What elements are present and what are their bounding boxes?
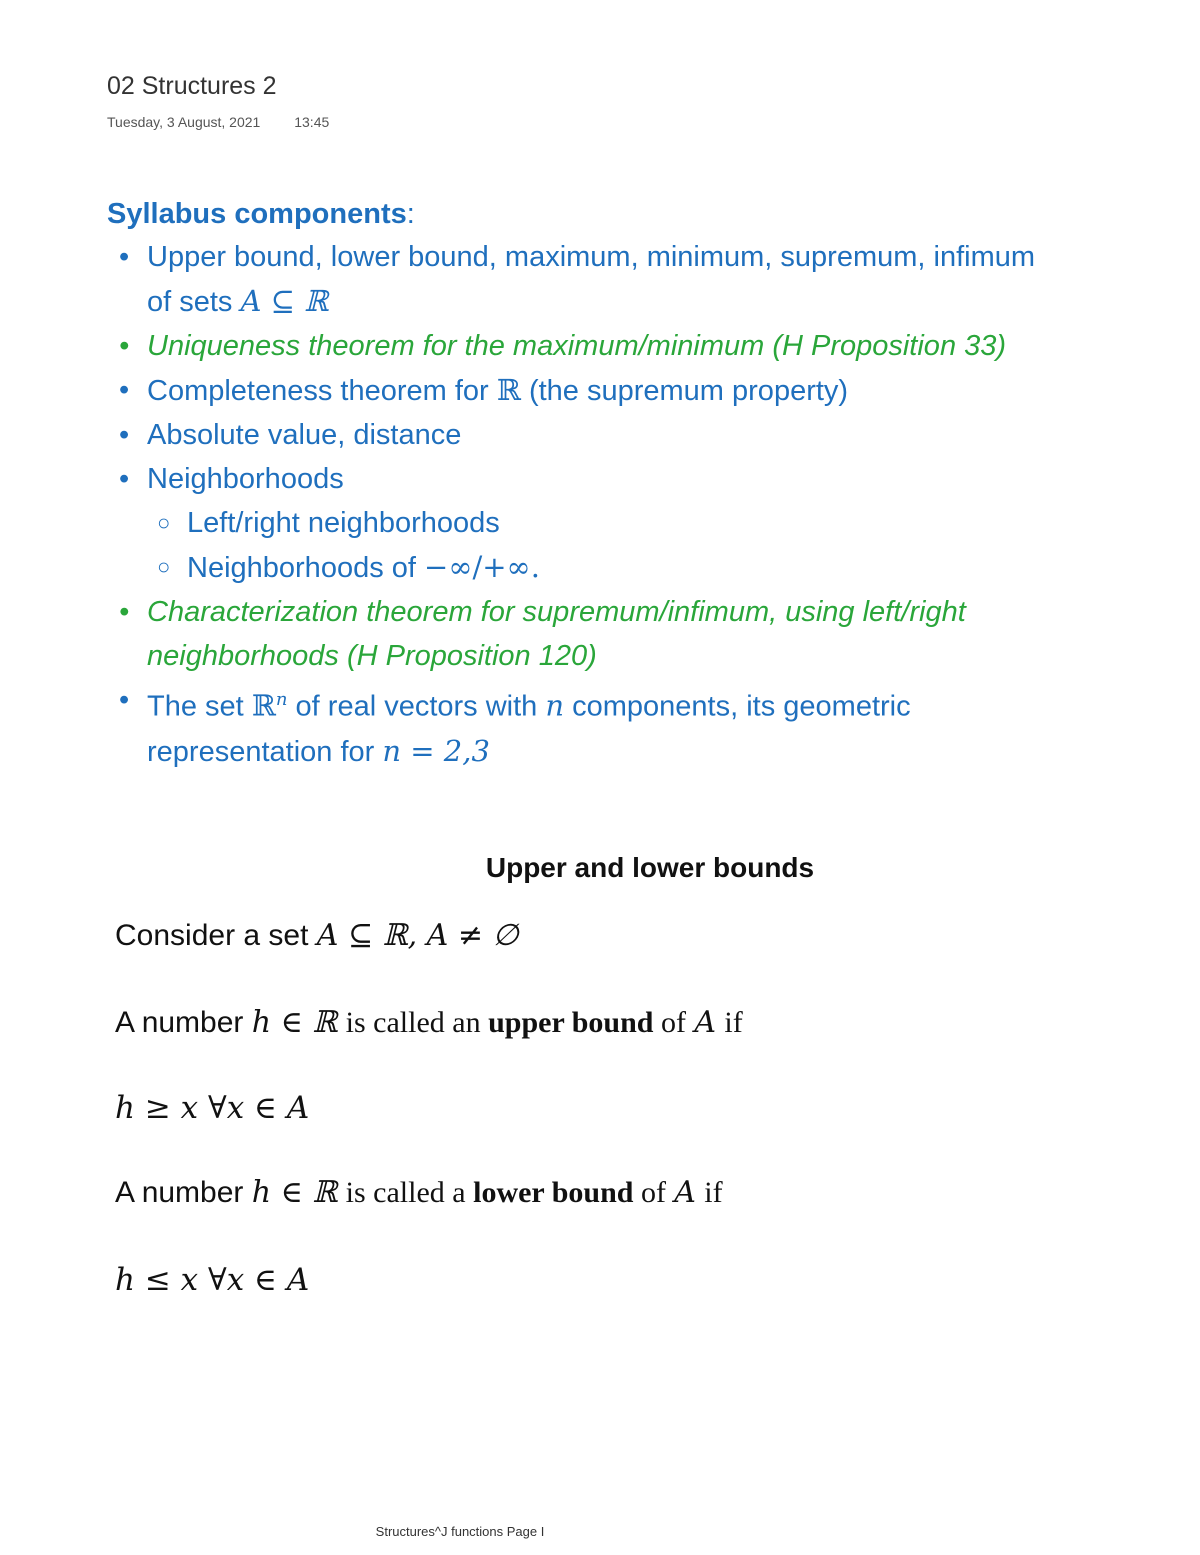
syllabus-item-neighborhoods: • Neighborhoods: [107, 457, 1187, 501]
page-footer: Structures^J functions Page I: [375, 1524, 545, 1539]
page-time: 13:45: [294, 114, 330, 130]
syllabus-item-bounds: • Upper bound, lower bound, maximum, minimum, supremum, infimum of sets A ⊆ ℝ: [107, 235, 1187, 324]
syllabus-item-uniqueness: • Uniqueness theorem for the maximum/minimum (H Proposition 33): [107, 324, 1187, 368]
page-date: Tuesday, 3 August, 2021: [107, 114, 261, 130]
syllabus-list: [107, 235, 1187, 774]
page-title: 02 Structures 2: [107, 72, 277, 100]
syllabus-section: [107, 198, 1187, 774]
section-heading: Upper and lower bounds: [485, 852, 815, 883]
consider-line: Consider a set A ⊆ ℝ, A ≠ ∅: [115, 918, 519, 953]
page-meta: [107, 114, 329, 130]
syllabus-item-absolute-value: • Absolute value, distance: [107, 413, 1187, 457]
syllabus-heading: Syllabus components:: [107, 198, 415, 230]
upper-bound-definition: A number h ∈ ℝ is called an upper bound of A if: [115, 1005, 743, 1040]
lower-bound-definition: A number h ∈ ℝ is called a lower bound of A if: [115, 1175, 723, 1210]
syllabus-subitem-infinity: ○ Neighborhoods of −∞/+∞.: [107, 545, 1187, 590]
syllabus-item-completeness: • Completeness theorem for ℝ (the supremum property): [107, 368, 1187, 413]
syllabus-subitem-left-right: ○ Left/right neighborhoods: [107, 501, 1187, 545]
syllabus-item-rn: • The set ℝ$^n$ of real vectors with n components, its geometric representation for n = 2,3: [107, 678, 1187, 774]
syllabus-item-characterization: • Characterization theorem for supremum/infimum, using left/right neighborhoods (H Proposition 120): [107, 590, 1187, 678]
lower-bound-formula: h ≤ x ∀x ∈ A: [115, 1262, 310, 1298]
upper-bound-formula: h ≥ x ∀x ∈ A: [115, 1090, 310, 1126]
